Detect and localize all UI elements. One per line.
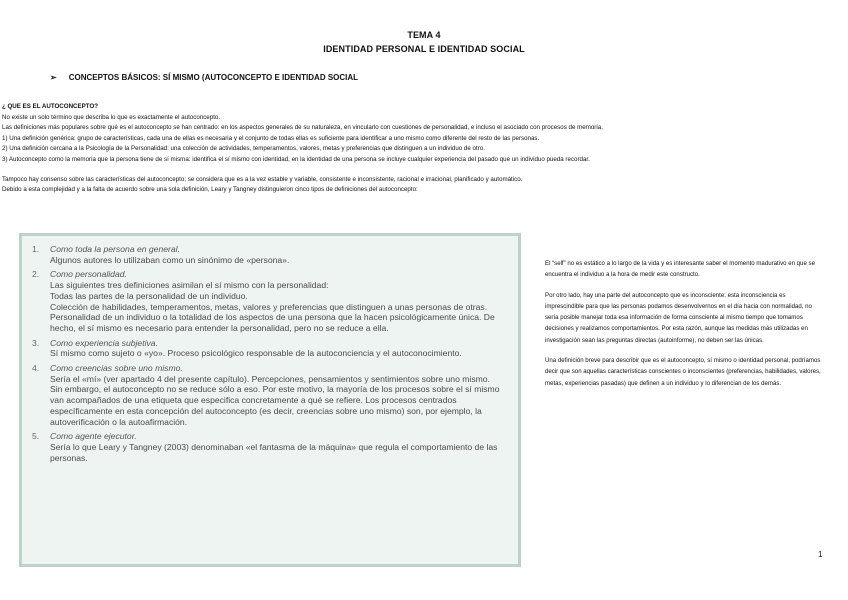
document-title: TEMA 4 — [407, 30, 441, 40]
list-item-number: 3. — [32, 337, 40, 348]
intro-line: Debido a esta complejidad y a la falta de acuerdo sobre una sola definición, Leary y Tangney distinguieron cinco tipos de definiciones del autoconcepto: — [2, 186, 418, 194]
list-item-paragraph: Sería lo que Leary y Tangney (2003) denominaban «el fantasma de la máquina» que regula el comportamiento de las personas. — [50, 441, 498, 463]
list-item-heading: Como toda la persona en general. — [50, 244, 180, 254]
list-item-number: 2. — [32, 269, 40, 280]
list-item-text — [50, 280, 512, 334]
side-paragraph: Por otro lado, hay una parte del autoconcepto que es inconsciente: esta inconsciencia es imprescindible para que las personas podamos desenvolvernos en el día hacia con normalidad, no sería posible manejar toda esa información de forma consciente al mismo tiempo que tomamos decisiones y realizamos comportamientos. Por esta razón, aunque las medidas más utilizadas en investigación sean las preguntas directas (autoinforme), no deben ser las únicas. — [545, 291, 812, 344]
list-item — [32, 363, 512, 427]
list-item-body — [50, 269, 512, 333]
intro-line: Tampoco hay consenso sobre las características del autoconcepto; se considera que es a la vez estable y variable, consistente e inconsistente, racional e irracional, planificado y automático. — [2, 175, 523, 183]
intro-line: 2) Una definición cercana a la Psicología de la Personalidad: una colección de actividades, temperamentos, valores, metas y preferencias que distinguen a un individuo de otro. — [2, 145, 485, 153]
list-item-paragraph: Todas las partes de la personalidad de un individuo. — [50, 290, 248, 301]
list-item-heading: Como creencias sobre uno mismo. — [50, 363, 183, 374]
section-heading-label: CONCEPTOS BÁSICOS: SÍ MISMO (AUTOCONCEPTO E IDENTIDAD SOCIAL — [68, 73, 359, 82]
document-subtitle: IDENTIDAD PERSONAL E IDENTIDAD SOCIAL — [323, 44, 525, 54]
side-notes — [545, 258, 825, 398]
list-item-number: 5. — [32, 431, 40, 442]
definitions-box — [19, 233, 521, 567]
list-item — [32, 269, 512, 333]
arrow-right-icon: ➢ — [50, 73, 57, 82]
list-item-paragraph: Las siguientes tres definiciones asimilan el sí mismo con la personalidad: — [50, 280, 329, 291]
page-number: 1 — [818, 550, 823, 559]
list-item-paragraph: Personalidad de un individuo o la totalidad de los aspectos de una persona que la hacen psicológicamente única. De hecho, el sí mismo es necesario para entender la personalidad, pero no se reduce a ella. — [50, 312, 495, 333]
list-item-heading: Como agente ejecutor. — [50, 431, 137, 442]
list-item-text — [50, 374, 512, 428]
list-item-body — [50, 431, 512, 463]
list-item-text — [50, 255, 512, 266]
list-item — [32, 244, 512, 265]
intro-body — [2, 102, 842, 196]
list-item-paragraph: Algunos autores lo utilizaban como un sinónimo de «persona». — [50, 254, 290, 265]
list-item-heading: Como experiencia subjetiva. — [50, 337, 158, 348]
list-item-paragraph: Sin embargo, el autoconcepto no se reduce sólo a eso. Por este motivo, la mayoría de los procesos sobre el sí mismo van acompañados de una etiqueta que especifica concretamente a qué se refiere. Los procesos centrados específicamente en esta concepción del autoconcepto (es decir, creencias sobre uno mismo) son, por ejemplo, la autoverificación o la autoafirmación. — [50, 384, 500, 427]
definitions-list — [32, 244, 512, 467]
list-item-text — [50, 348, 512, 359]
list-item-body — [50, 363, 512, 427]
intro-line: No existe un solo término que describa lo que es exactamente el autoconcepto. — [2, 113, 221, 121]
list-item-number: 4. — [32, 363, 40, 374]
list-item-body — [50, 244, 512, 265]
list-item-paragraph: Sí mismo como sujeto o «yo». Proceso psicológico responsable de la autoconciencia y el autoconocimiento. — [50, 348, 462, 359]
side-paragraph: Una definición breve para describir que es el autoconcepto, sí mismo o identidad personal, podríamos decir que son aquellas características conscientes o inconscientes (preferencias, habilidades, valores, metas, experiencias pasadas) que definen a un individuo y lo diferencian de los demás. — [545, 357, 821, 387]
list-item-body — [50, 338, 512, 359]
intro-line: Las definiciones más populares sobre qué es el autoconcepto se han centrado: en los aspectos generales de su naturaleza, en vincularlo con cuestiones de personalidad, e incluso el asociado con procesos de memoria. — [2, 124, 603, 132]
side-paragraph: El “self” no es estático a lo largo de la vida y es interesante saber el momento madurativo en que se encuentra el individuo a la hora de medir este constructo. — [545, 260, 815, 279]
intro-line: 1) Una definición genérica: grupo de características, cada una de ellas es necesaria y el conjunto de todas ellas es suficiente para identificar a uno mismo como diferente del resto de las personas. — [2, 134, 540, 142]
section-heading — [50, 73, 358, 82]
list-item-text — [50, 442, 512, 463]
intro-line: 3) Autoconcepto como la memoria que la persona tiene de sí misma: identifica el sí mismo con identidad, en la identidad de una persona se incluye cualquier experiencia del pasado que un individuo pueda recordar. — [2, 155, 590, 163]
list-item — [32, 338, 512, 359]
list-item-number: 1. — [32, 244, 40, 254]
list-item-paragraph: Colección de habilidades, temperamentos, metas, valores y preferencias que distinguen a unas personas de otras. — [50, 301, 488, 312]
list-item-paragraph: Sería el «mí» (ver apartado 4 del presente capítulo). Percepciones, pensamientos y sentimientos sobre uno mismo. — [50, 373, 490, 384]
list-item-heading: Como personalidad. — [50, 269, 127, 280]
list-item — [32, 431, 512, 463]
question-heading: ¿ QUE ES EL AUTOCONCEPTO? — [2, 103, 99, 110]
